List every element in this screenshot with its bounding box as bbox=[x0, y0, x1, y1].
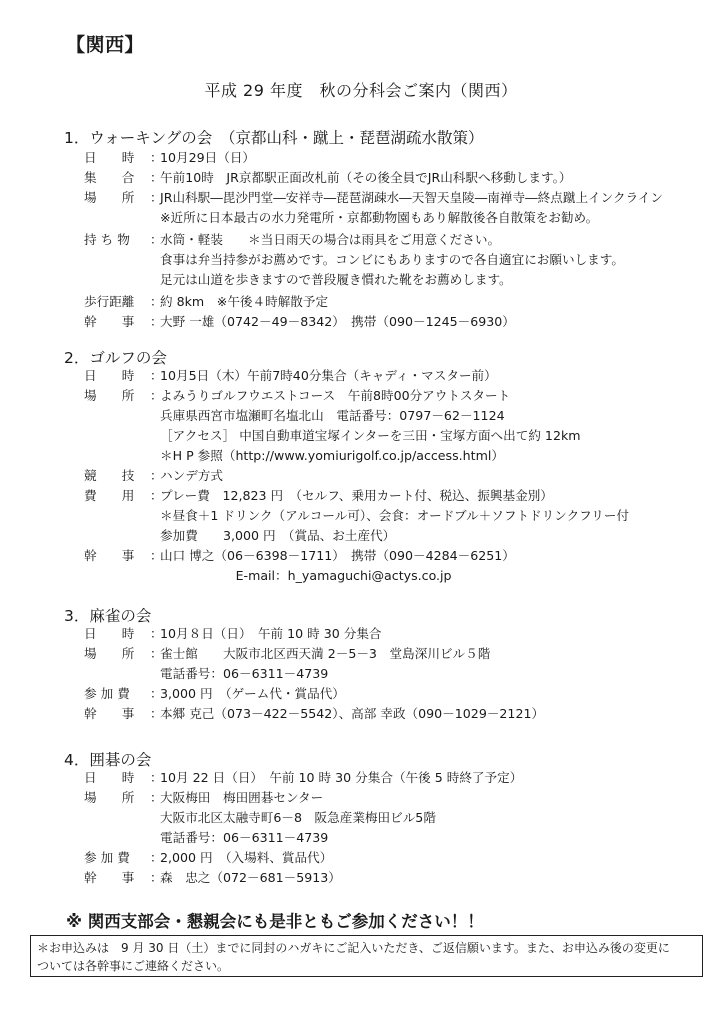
row-label: 日 時 bbox=[84, 626, 135, 641]
row-label: 幹 事 bbox=[84, 314, 135, 329]
row-continuation: ※近所に日本最古の水力発電所・京都動物園もあり解散後各自散策をお勧め。 bbox=[160, 210, 599, 225]
row-value: 10月29日（日） bbox=[160, 150, 256, 165]
row-value: 雀士館 大阪市北区西天満 2－5－3 堂島深川ビル５階 bbox=[160, 646, 491, 661]
detail-row: 幹 事 ：森 忠之（072－681－5913） bbox=[84, 868, 341, 888]
row-value: よみうりゴルフウエストコース 午前8時00分アウトスタート bbox=[160, 388, 511, 403]
detail-row: 参 加 費 ：2,000 円 （入場料、賞品代） bbox=[84, 848, 332, 868]
row-value: 森 忠之（072－681－5913） bbox=[160, 870, 341, 885]
row-value: 本郷 克己（073－422－5542）、高部 幸政（090－1029－2121） bbox=[160, 706, 545, 721]
row-value: 大野 一雄（0742－49－8342） 携帯（090－1245－6930） bbox=[160, 314, 515, 329]
row-continuation: 大阪市北区太融寺町6－8 阪急産業梅田ビル5階 bbox=[160, 810, 436, 825]
detail-row: 幹 事 ：大野 一雄（0742－49－8342） 携帯（090－1245－6930） bbox=[84, 312, 515, 332]
row-continuation: 参加費 3,000 円 （賞品、お土産代） bbox=[160, 528, 396, 543]
notice-box bbox=[30, 935, 703, 977]
detail-row: 日 時 ：10月 22 日（日） 午前 10 時 30 分集合（午後 5 時終了予定） bbox=[84, 768, 522, 788]
detail-row: 参 加 費 ：3,000 円 （ゲーム代・賞品代） bbox=[84, 684, 345, 704]
row-continuation: 電話番号：06－6311－4739 bbox=[160, 666, 329, 681]
detail-row: 日 時 ：10月８日（日） 午前 10 時 30 分集合 bbox=[84, 624, 382, 644]
row-label: 歩行距離 bbox=[84, 294, 135, 309]
detail-row: 持 ち 物 ：水筒・軽装 ＊当日雨天の場合は雨具をご用意ください。 bbox=[84, 230, 500, 250]
section-heading: 2．ゴルフの会 bbox=[64, 349, 167, 367]
page-title: 平成 29 年度 秋の分科会ご案内（関西） bbox=[204, 81, 518, 100]
appeal-text: ※ 関西支部会・懇親会にも是非ともご参加ください！！ bbox=[66, 912, 484, 931]
row-value: 約 8km ※午後４時解散予定 bbox=[160, 294, 329, 309]
row-continuation: ＊H P 参照（http://www.yomiurigolf.co.jp/access.html） bbox=[160, 448, 504, 463]
row-continuation: 食事は弁当持参がお薦めです。コンビにもありますので各自適宜にお願いします。 bbox=[160, 252, 624, 267]
detail-row: 日 時 ：10月5日（木）午前7時40分集合（キャディ・マスター前） bbox=[84, 366, 497, 386]
row-value: 10月 22 日（日） 午前 10 時 30 分集合（午後 5 時終了予定） bbox=[160, 770, 523, 785]
row-value: 山口 博之（06－6398－1711） 携帯（090－4284－6251） bbox=[160, 548, 515, 563]
detail-row: 場 所 ：JR山科駅―毘沙門堂―安祥寺―琵琶湖疎水―天智天皇陵―南禅寺―終点蹴上インクライン bbox=[84, 188, 663, 208]
detail-row: 場 所 ：大阪梅田 梅田囲碁センター bbox=[84, 788, 323, 808]
row-label: 場 所 bbox=[84, 190, 135, 205]
detail-row: 歩行距離 ：約 8km ※午後４時解散予定 bbox=[84, 292, 328, 312]
detail-row: 幹 事 ：本郷 克己（073－422－5542）、高部 幸政（090－1029－2121） bbox=[84, 704, 544, 724]
section-heading: 3．麻雀の会 bbox=[64, 607, 152, 625]
row-value: ハンデ方式 bbox=[160, 468, 223, 483]
row-continuation: ＊昼食＋1 ドリンク（アルコール可）、会食：オードブル＋ソフトドリンクフリー付 bbox=[160, 508, 630, 523]
row-label: 持 ち 物 bbox=[84, 232, 130, 247]
row-label: 場 所 bbox=[84, 388, 135, 403]
detail-row: 費 用 ：プレー費 12,823 円 （セルフ、乗用カート付、税込、振興基金別） bbox=[84, 486, 553, 506]
row-value: 2,000 円 （入場料、賞品代） bbox=[160, 850, 333, 865]
row-value: 10月5日（木）午前7時40分集合（キャディ・マスター前） bbox=[160, 368, 497, 383]
row-continuation: ［アクセス］ 中国自動車道宝塚インターを三田・宝塚方面へ出て約 12km bbox=[160, 428, 581, 443]
row-value: 午前10時 JR京都駅正面改札前（その後全員でJR山科駅へ移動します。） bbox=[160, 170, 572, 185]
region-tag: 【関西】 bbox=[66, 34, 145, 56]
row-value: 水筒・軽装 ＊当日雨天の場合は雨具をご用意ください。 bbox=[160, 232, 501, 247]
row-label: 幹 事 bbox=[84, 706, 135, 721]
row-label: 幹 事 bbox=[84, 548, 135, 563]
row-continuation: 足元は山道を歩きますので普段履き慣れた靴をお薦めします。 bbox=[160, 272, 512, 287]
section-heading: 1．ウォーキングの会 （京都山科・蹴上・琵琶湖疏水散策） bbox=[64, 129, 484, 147]
row-label: 日 時 bbox=[84, 150, 135, 165]
row-label: 日 時 bbox=[84, 770, 135, 785]
row-value: JR山科駅―毘沙門堂―安祥寺―琵琶湖疎水―天智天皇陵―南禅寺―終点蹴上インクライン bbox=[160, 190, 663, 205]
row-label: 場 所 bbox=[84, 790, 135, 805]
detail-row: 場 所 ：よみうりゴルフウエストコース 午前8時00分アウトスタート bbox=[84, 386, 510, 406]
row-value: プレー費 12,823 円 （セルフ、乗用カート付、税込、振興基金別） bbox=[160, 488, 553, 503]
row-continuation: 電話番号：06－6311－4739 bbox=[160, 830, 329, 845]
row-label: 参 加 費 bbox=[84, 686, 130, 701]
detail-row: 競 技 ：ハンデ方式 bbox=[84, 466, 223, 486]
detail-row: 場 所 ：雀士館 大阪市北区西天満 2－5－3 堂島深川ビル５階 bbox=[84, 644, 490, 664]
detail-row: 幹 事 ：山口 博之（06－6398－1711） 携帯（090－4284－6251） bbox=[84, 546, 515, 566]
row-label: 日 時 bbox=[84, 368, 135, 383]
detail-row: 日 時 ：10月29日（日） bbox=[84, 148, 255, 168]
notice-line: ついては各幹事にご連絡ください。 bbox=[37, 959, 230, 973]
row-label: 幹 事 bbox=[84, 870, 135, 885]
row-label: 費 用 bbox=[84, 488, 135, 503]
section-heading: 4．囲碁の会 bbox=[64, 751, 152, 769]
row-continuation: 兵庫県西宮市塩瀬町名塩北山 電話番号：0797－62－1124 bbox=[160, 408, 505, 423]
row-value: 10月８日（日） 午前 10 時 30 分集合 bbox=[160, 626, 382, 641]
row-value: 大阪梅田 梅田囲碁センター bbox=[160, 790, 324, 805]
row-value: 3,000 円 （ゲーム代・賞品代） bbox=[160, 686, 345, 701]
row-label: 参 加 費 bbox=[84, 850, 130, 865]
row-label: 集 合 bbox=[84, 170, 135, 185]
email-line: E-mail：h_yamaguchi@actys.co.jp bbox=[160, 568, 452, 583]
detail-row: 集 合 ：午前10時 JR京都駅正面改札前（その後全員でJR山科駅へ移動します。） bbox=[84, 168, 571, 188]
row-label: 場 所 bbox=[84, 646, 135, 661]
notice-line: ＊お申込みは 9 月 30 日（土）までに同封のハガキにご記入いただき、ご返信願います。また、お申込み後の変更に bbox=[37, 941, 670, 955]
row-label: 競 技 bbox=[84, 468, 135, 483]
